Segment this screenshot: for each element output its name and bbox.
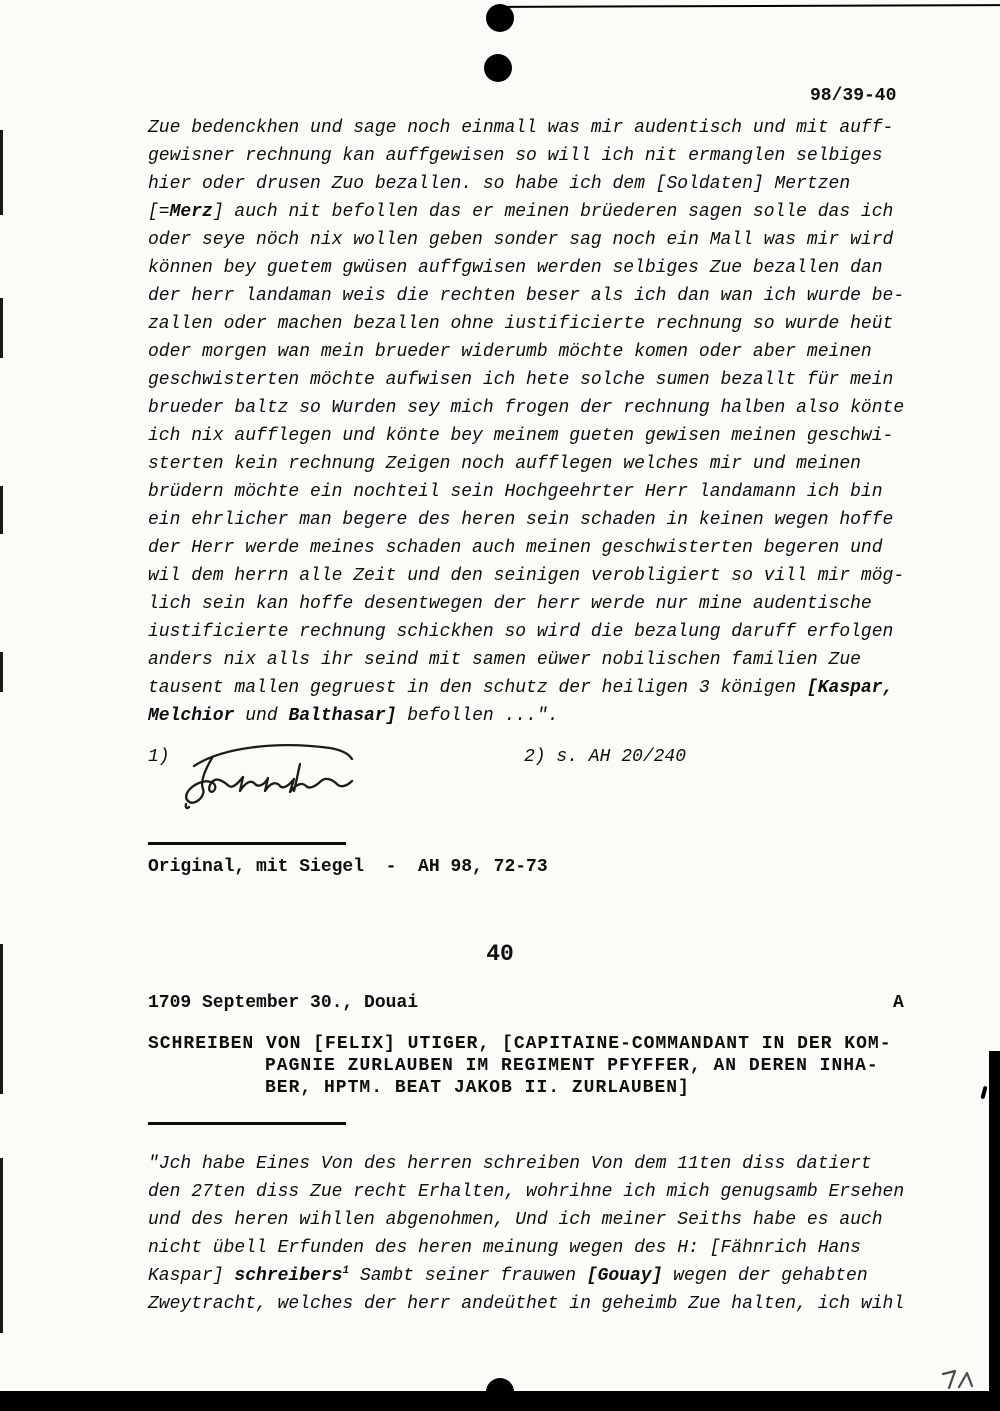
- scan-right-edge-bar: [989, 1051, 1000, 1411]
- text-line: SCHREIBEN VON [FELIX] UTIGER, [CAPITAINE-COMMANDANT IN DER KOM-: [148, 1034, 892, 1054]
- text-line: Kaspar] schreibers$^1$ Sambt seiner frauwen [Gouay] wegen der gehabten: [148, 1265, 868, 1286]
- scan-left-edge-mark: [0, 1158, 3, 1333]
- page-reference: 98/39-40: [810, 86, 897, 106]
- text-line: nicht übell Erfunden des heren meinung wegen des H: [Fähnrich Hans: [148, 1238, 861, 1258]
- text-line: Melchior und Balthasar] befollen ...".: [148, 706, 559, 726]
- punch-hole-icon: [484, 54, 512, 82]
- text-line: Zue bedenckhen und sage noch einmall was mir audentisch und mit auff-: [148, 118, 894, 138]
- provenance-line: Original, mit Siegel - AH 98, 72-73: [148, 857, 548, 877]
- scan-speck: [980, 1086, 987, 1100]
- text-line: brüdern möchte ein nochteil sein Hochgeehrter Herr landamann ich bin: [148, 482, 883, 502]
- text-line: PAGNIE ZURLAUBEN IM REGIMENT PFYFFER, AN DEREN INHA-: [265, 1056, 879, 1076]
- text-line: tausent mallen gegruest in den schutz der heiligen 3 königen [Kaspar,: [148, 678, 894, 698]
- text-line: lich sein kan hoffe desentwegen der herr werde nur mine audentische: [148, 594, 872, 614]
- text-line: sterten kein rechnung Zeigen noch aufflegen welches mir und meinen: [148, 454, 861, 474]
- scan-top-edge-line: [505, 4, 1000, 8]
- footnote-1-label: 1): [148, 747, 170, 767]
- text-line: hier oder drusen Zuo bezallen. so habe ich dem [Soldaten] Mertzen: [148, 174, 851, 194]
- scan-left-edge-mark: [0, 298, 3, 358]
- entry-heading: [148, 1033, 892, 1099]
- scan-left-edge-mark: [0, 486, 3, 534]
- text-line: [=Merz] auch nit befollen das er meinen brüederen sagen solle das ich: [148, 202, 894, 222]
- punch-hole-icon: [486, 1378, 514, 1406]
- text-line: können bey guetem gwüsen auffgwisen werden selbiges Zue bezallen dan: [148, 258, 883, 278]
- text-line: der Herr werde meines schaden auch meinen geschwisterten begeren und: [148, 538, 883, 558]
- letter-39-body: [148, 114, 904, 730]
- text-line: gewisner rechnung kan auffgewisen so will ich nit ermanglen selbiges: [148, 146, 883, 166]
- text-line: zallen oder machen bezallen ohne iustificierte rechnung so wurde heüt: [148, 314, 894, 334]
- handwritten-mark-icon: [940, 1369, 976, 1389]
- entry-number: 40: [486, 941, 514, 967]
- text-line: "Jch habe Eines Von des herren schreiben Von dem 11ten diss datiert: [148, 1154, 872, 1174]
- divider-rule: [148, 1122, 346, 1125]
- text-line: anders nix alls ihr seind mit samen eüwer nobilischen familien Zue: [148, 650, 861, 670]
- entry-date-place: 1709 September 30., Douai: [148, 993, 419, 1013]
- text-line: den 27ten diss Zue recht Erhalten, wohrihne ich mich genugsamb Ersehen: [148, 1182, 905, 1202]
- text-line: brueder baltz so Wurden sey mich frogen der rechnung halben also könte: [148, 398, 905, 418]
- text-line: und des heren wihllen abgenohmen, Und ich meiner Seiths habe es auch: [148, 1210, 883, 1230]
- text-line: geschwisterten möchte aufwisen ich hete solche sumen bezallt für mein: [148, 370, 894, 390]
- text-line: ich nix aufflegen und könte bey meinem gueten gewisen meinen geschwi-: [148, 426, 894, 446]
- text-line: wil dem herrn alle Zeit und den seinigen verobligiert so vill mir mög-: [148, 566, 905, 586]
- text-line: oder morgen wan mein brueder widerumb möchte komen oder aber meinen: [148, 342, 872, 362]
- punch-hole-icon: [486, 4, 514, 32]
- text-line: ein ehrlicher man begere des heren sein schaden in keinen wegen hoffe: [148, 510, 894, 530]
- text-line: BER, HPTM. BEAT JAKOB II. ZURLAUBEN]: [265, 1078, 690, 1098]
- footnote-2: 2) s. AH 20/240: [524, 747, 687, 767]
- text-line: Zweytracht, welches der herr andeüthet in geheimb Zue halten, ich wihl: [148, 1294, 905, 1314]
- divider-rule: [148, 842, 346, 845]
- marginal-letter: A: [893, 993, 904, 1013]
- scan-left-edge-mark: [0, 130, 3, 215]
- handwritten-signature-icon: [178, 738, 368, 810]
- text-line: der herr landaman weis die rechten beser als ich dan wan ich wurde be-: [148, 286, 905, 306]
- text-line: oder seye nöch nix wollen geben sonder sag noch ein Mall was mir wird: [148, 230, 894, 250]
- text-line: iustificierte rechnung schickhen so wird die bezalung daruff erfolgen: [148, 622, 894, 642]
- letter-40-body: [148, 1150, 904, 1318]
- scan-left-edge-mark: [0, 652, 3, 692]
